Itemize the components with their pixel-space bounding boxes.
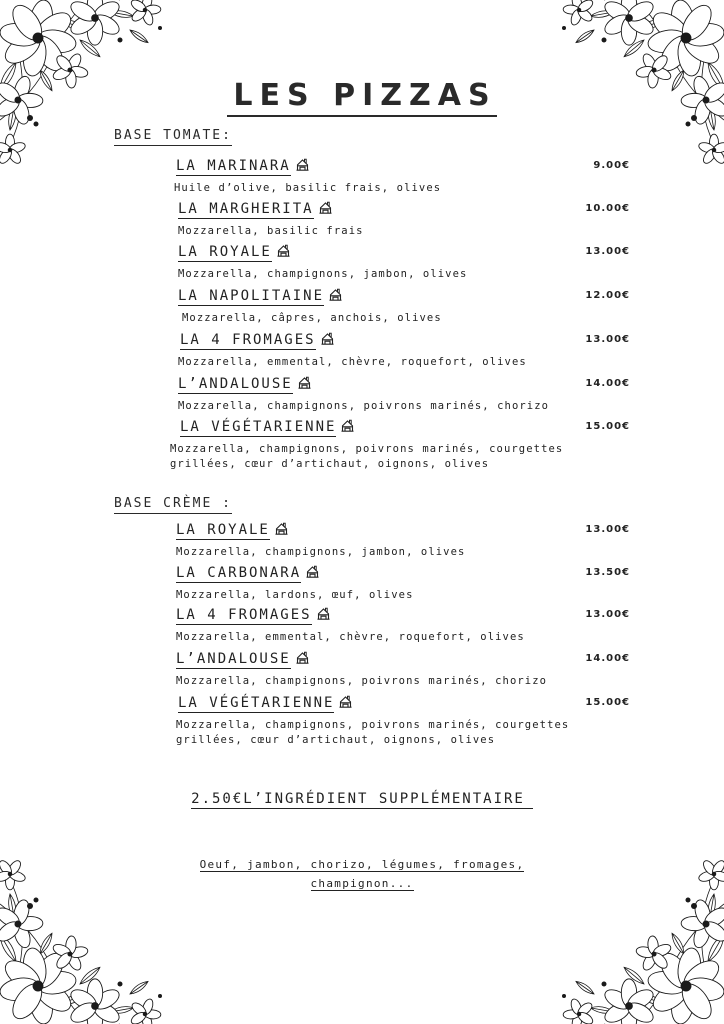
menu-item-name-text: LA VÉGÉTARIENNE xyxy=(178,695,335,711)
menu-item-name-text: LA NAPOLITAINE xyxy=(178,288,325,304)
house-icon xyxy=(274,522,289,539)
menu-item-name xyxy=(176,158,310,175)
menu-item-name-text: LA CARBONARA xyxy=(176,565,302,581)
menu-item-description: Mozzarella, champignons, jambon, olives xyxy=(178,268,468,280)
menu-item-name-text: LA 4 FROMAGES xyxy=(180,332,316,348)
menu-item-name-text: LA MARGHERITA xyxy=(178,201,314,217)
menu-item-name xyxy=(176,607,331,624)
menu-item-description: Mozzarella, câpres, anchois, olives xyxy=(182,312,442,324)
menu-item-price: 13.00€ xyxy=(585,609,630,620)
menu-item-description: Mozzarella, champignons, poivrons marinés, courgettes xyxy=(170,443,564,455)
menu-item-name xyxy=(178,201,333,218)
menu-item-name-text: L’ANDALOUSE xyxy=(176,651,291,667)
menu-item-price: 13.00€ xyxy=(585,524,630,535)
menu-item-name-text: LA VÉGÉTARIENNE xyxy=(180,419,337,435)
menu-item-name xyxy=(180,419,355,436)
menu-item-description: Huile d’olive, basilic frais, olives xyxy=(174,182,442,194)
menu-item-price: 13.50€ xyxy=(585,567,630,578)
house-icon xyxy=(276,244,291,261)
menu-item-description: Mozzarella, basilic frais xyxy=(178,225,364,237)
menu-item-name xyxy=(178,244,291,261)
menu-item-description: Mozzarella, champignons, poivrons marinés, chorizo xyxy=(178,400,550,412)
house-icon xyxy=(320,332,335,349)
menu-item-name xyxy=(178,695,353,712)
house-icon xyxy=(338,695,353,712)
menu-item-name xyxy=(176,651,310,668)
menu-item-description: Mozzarella, emmental, chèvre, roquefort, olives xyxy=(178,356,527,368)
house-icon xyxy=(297,376,312,393)
menu-item-description: Mozzarella, champignons, poivrons marinés, courgettes xyxy=(176,719,570,731)
menu-item-price: 13.00€ xyxy=(585,246,630,257)
menu-item-name-text: LA MARINARA xyxy=(176,158,291,174)
menu-item-name-text: LA ROYALE xyxy=(176,522,270,538)
page-title: LES PIZZAS xyxy=(0,78,724,113)
house-icon xyxy=(295,651,310,668)
house-icon xyxy=(295,158,310,175)
menu-item-name xyxy=(180,332,335,349)
extra-ingredient-note: 2.50€L’INGRÉDIENT SUPPLÉMENTAIRE xyxy=(0,791,724,807)
menu-item-price: 13.00€ xyxy=(585,334,630,345)
house-icon xyxy=(316,607,331,624)
section-label-tomato: BASE TOMATE: xyxy=(114,128,232,143)
ingredients-line-2: champignon... xyxy=(310,877,414,890)
menu-item-name xyxy=(178,376,312,393)
house-icon xyxy=(340,419,355,436)
menu-item-price: 14.00€ xyxy=(585,653,630,664)
extra-ingredients-list xyxy=(0,855,724,893)
house-icon xyxy=(328,288,343,305)
menu-item-price: 10.00€ xyxy=(585,203,630,214)
menu-item-price: 9.00€ xyxy=(593,160,630,171)
menu-item-name xyxy=(176,522,289,539)
ingredients-line-1: Oeuf, jambon, chorizo, légumes, fromages, xyxy=(199,858,525,871)
menu-item-description: Mozzarella, lardons, œuf, olives xyxy=(176,589,414,601)
house-icon xyxy=(318,201,333,218)
menu-item-name-text: L’ANDALOUSE xyxy=(178,376,293,392)
menu-item-name-text: LA 4 FROMAGES xyxy=(176,607,312,623)
menu-item-name xyxy=(176,565,320,582)
house-icon xyxy=(305,565,320,582)
menu-item-description: Mozzarella, emmental, chèvre, roquefort, olives xyxy=(176,631,525,643)
menu-item-description: grillées, cœur d’artichaut, oignons, olives xyxy=(170,458,490,470)
menu-item-price: 15.00€ xyxy=(585,697,630,708)
menu-item-name-text: LA ROYALE xyxy=(178,244,272,260)
menu-item-description: Mozzarella, champignons, jambon, olives xyxy=(176,546,466,558)
section-label-cream: BASE CRÈME : xyxy=(114,496,232,511)
menu-item-price: 15.00€ xyxy=(585,421,630,432)
menu-item-name xyxy=(178,288,343,305)
menu-item-price: 12.00€ xyxy=(585,290,630,301)
menu-item-description: grillées, cœur d’artichaut, oignons, olives xyxy=(176,734,496,746)
menu-item-description: Mozzarella, champignons, poivrons marinés, chorizo xyxy=(176,675,548,687)
menu-item-price: 14.00€ xyxy=(585,378,630,389)
